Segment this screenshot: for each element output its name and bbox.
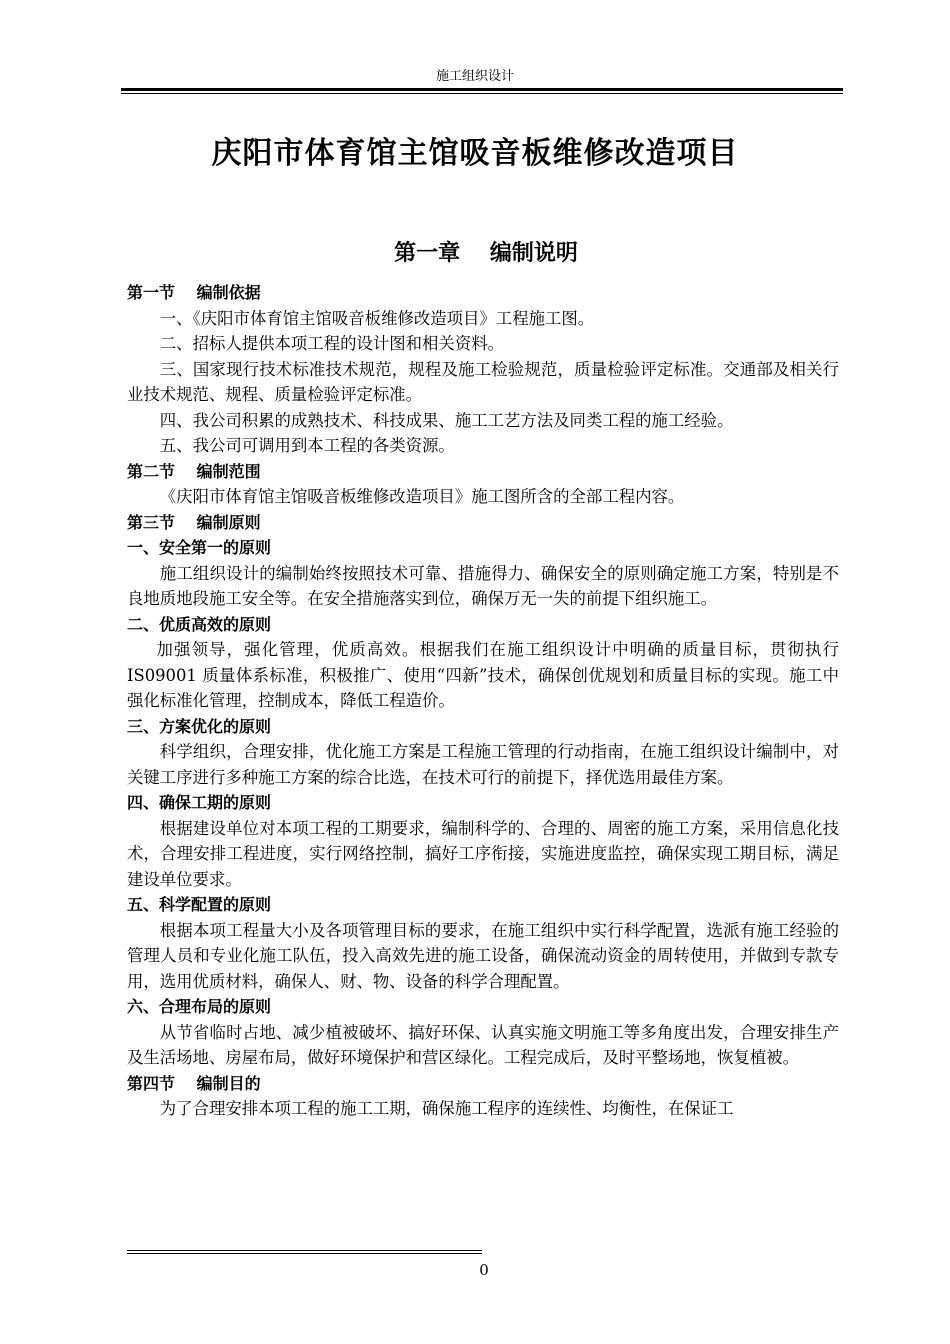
basis-item: 三、国家现行技术标准技术规范，规程及施工检验规范，质量检验评定标准。交通部及相关行业技术规范、规程、质量检验评定标准。	[127, 359, 839, 404]
principle-heading: 三、方案优化的原则	[127, 716, 272, 736]
section-heading: 第三节 编制原则	[127, 512, 261, 532]
principle-heading: 四、确保工期的原则	[127, 793, 272, 812]
section-heading: 第一节 编制依据	[127, 283, 261, 302]
basis-item: 二、招标人提供本项工程的设计图和相关资料。	[159, 334, 504, 353]
principle-paragraph: 科学组织，合理安排，优化施工方案是工程施工管理的行动指南，在施工组织设计编制中，对关键工序进行多种施工方案的综合比选，在技术可行的前提下，择优选用最佳方案。	[127, 742, 839, 787]
footer-rule	[127, 1250, 482, 1251]
footer-rule-lower	[127, 1253, 482, 1254]
principle-paragraph: 根据本项工程量大小及各项管理目标的要求，在施工组织中实行科学配置，选派有施工经验的管理人员和专业化施工队伍，投入高效先进的施工设备，确保流动资金的周转使用，并做到专款专用，选用优质材料，确保人、财、物、设备的科学合理配置。	[127, 920, 839, 991]
header-rule-thick	[121, 88, 843, 91]
section-heading: 第四节 编制目的	[127, 1073, 261, 1093]
principle-paragraph: 根据建设单位对本项工程的工期要求，编制科学的、合理的、周密的施工方案，采用信息化技术，合理安排工程进度，实行网络控制，搞好工序衔接，实施进度监控，确保实现工期目标，满足建设单位要求。	[127, 818, 839, 889]
principle-paragraph: 从节省临时占地、减少植被破坏、搞好环保、认真实施文明施工等多角度出发，合理安排生产及生活场地、房屋布局，做好环境保护和营区绿化。工程完成后，及时平整场地，恢复植被。	[127, 1022, 839, 1067]
document-title: 庆阳市体育馆主馆吸音板维修改造项目	[211, 136, 739, 171]
basis-item: 五、我公司可调用到本工程的各类资源。	[159, 436, 455, 455]
document-body	[127, 280, 839, 1122]
principle-heading: 二、优质高效的原则	[127, 614, 272, 634]
principle-paragraph: 施工组织设计的编制始终按照技术可靠、措施得力、确保安全的原则确定施工方案，特别是不良地质地段施工安全等。在安全措施落实到位，确保万无一失的前提下组织施工。	[127, 563, 839, 608]
principle-paragraph: 加强领导，强化管理，优质高效。根据我们在施工组织设计中明确的质量目标，贯彻执行 IS09001 质量体系标准，积极推广、使用“四新”技术，确保创优规划和质量目标的实现。施工中强化标准化管理，控制成本，降低工程造价。	[127, 640, 839, 710]
running-header: 施工组织设计	[435, 69, 514, 84]
principle-heading: 六、合理布局的原则	[127, 997, 272, 1016]
purpose-paragraph: 为了合理安排本项工程的施工工期，确保施工程序的连续性、均衡性，在保证工	[159, 1099, 734, 1118]
section-heading: 第二节 编制范围	[127, 461, 261, 481]
principle-heading: 一、安全第一的原则	[127, 538, 272, 557]
chapter-title: 第一章 编制说明	[394, 241, 578, 266]
basis-item: 一、《庆阳市体育馆主馆吸音板维修改造项目》工程施工图。	[159, 308, 595, 328]
header-rule-thin	[121, 93, 843, 94]
principle-heading: 五、科学配置的原则	[127, 895, 272, 914]
page-number: 0	[479, 1261, 489, 1279]
basis-item: 四、我公司积累的成熟技术、科技成果、施工工艺方法及同类工程的施工经验。	[159, 410, 734, 430]
scope-paragraph: 《庆阳市体育馆主馆吸音板维修改造项目》施工图所含的全部工程内容。	[159, 487, 685, 506]
